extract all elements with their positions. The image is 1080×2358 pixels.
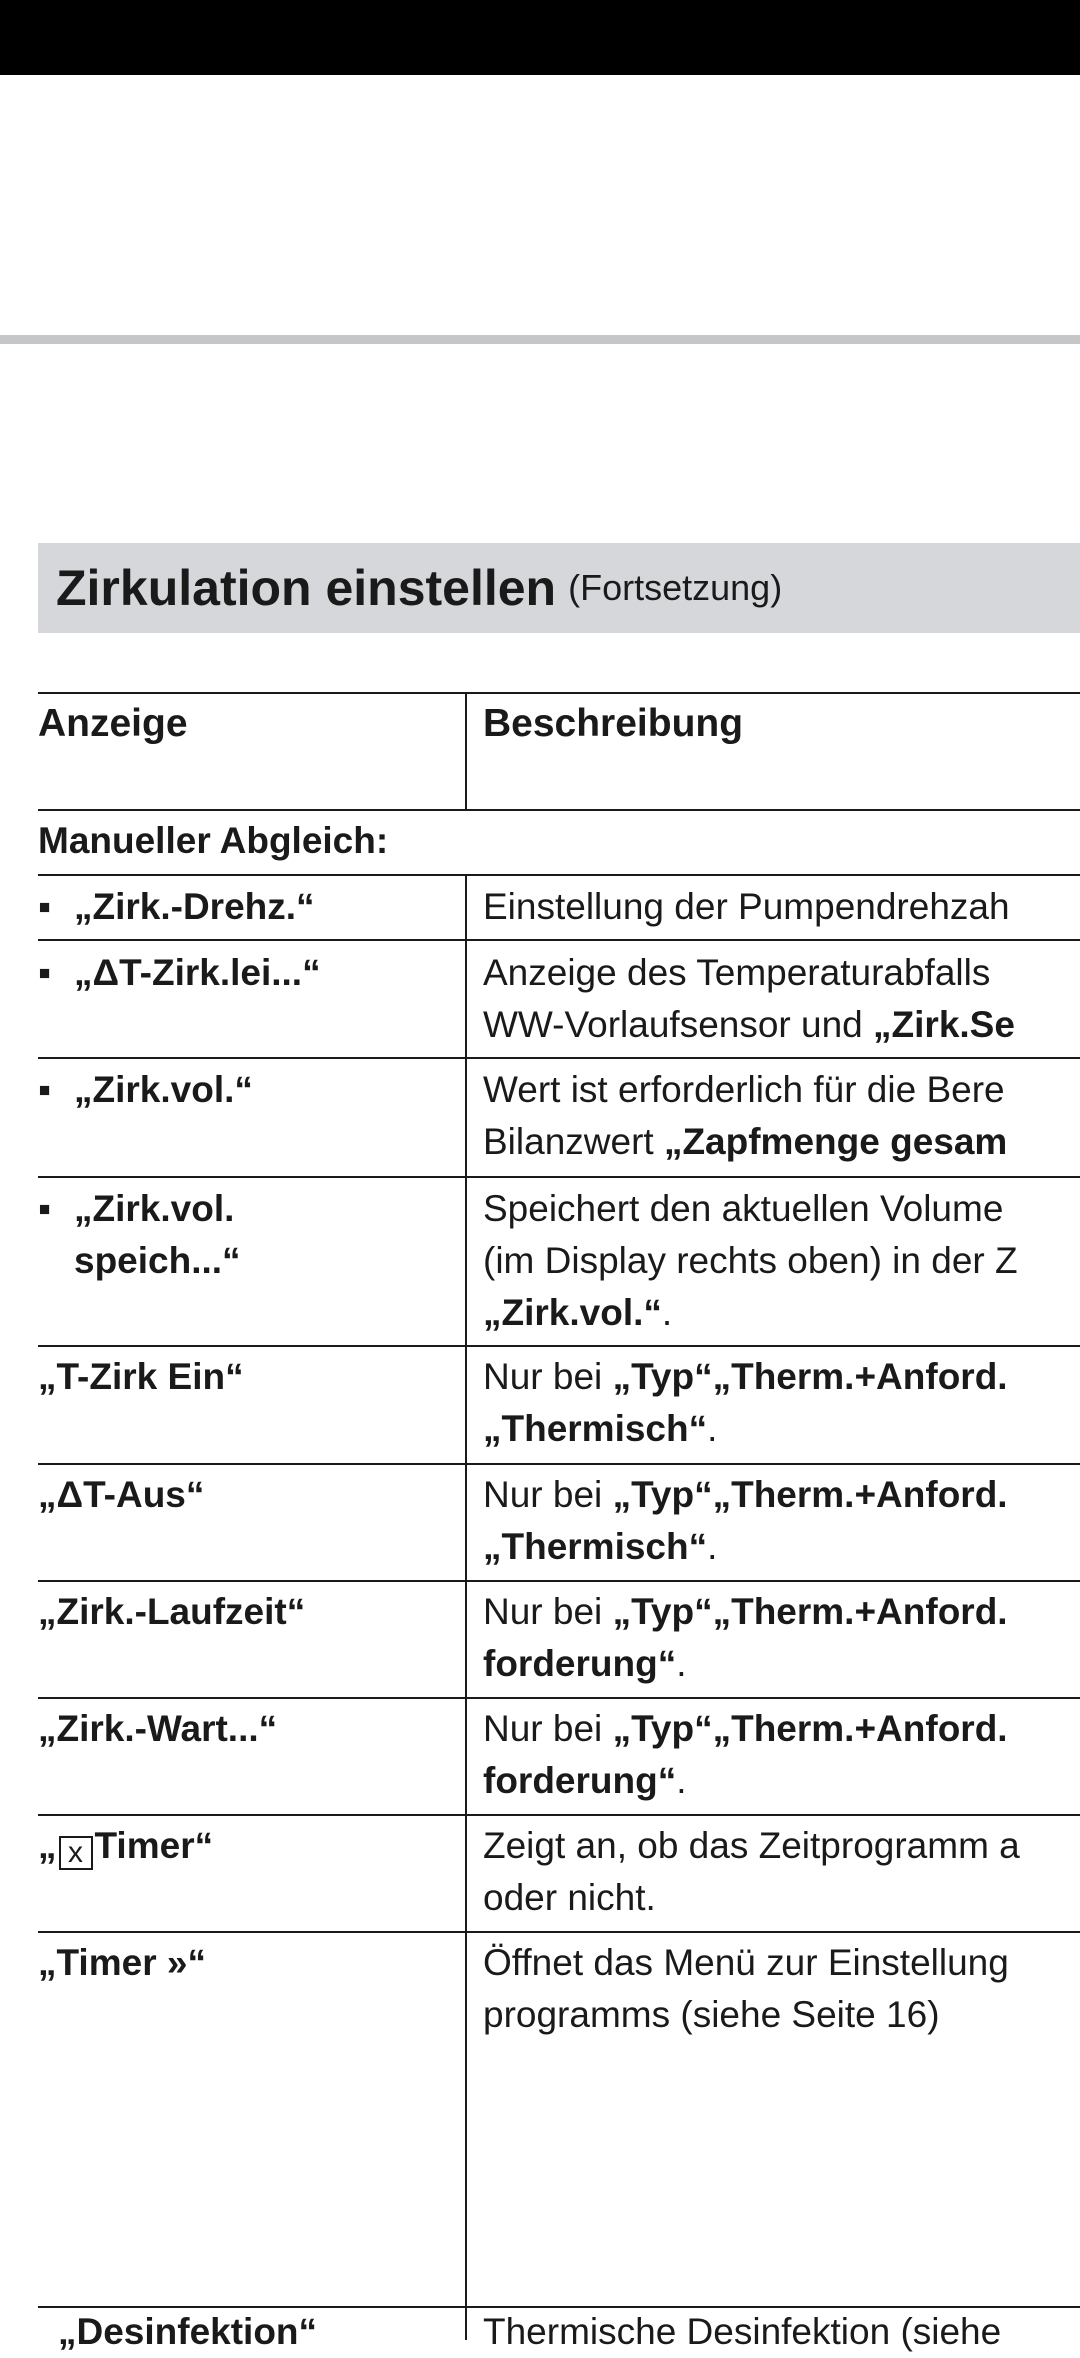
section-label: Manueller Abgleich: [38,815,938,867]
section-subtitle: (Fortsetzung) [568,567,782,609]
bullet: ▪ [38,947,70,999]
row-description: „Thermisch“. [483,1403,1080,1455]
row-description: Wert ist erforderlich für die Bere [483,1064,1080,1116]
row-description: Nur bei „Typ“„Therm.+Anford. [483,1469,1080,1521]
row-description: Nur bei „Typ“„Therm.+Anford. [483,1586,1080,1638]
row-label: „Zirk.-Wart...“ [38,1703,458,1755]
table-rule [38,809,1080,811]
table-rule [38,1176,1080,1178]
row-label: „ x Timer“ [38,1820,458,1872]
bullet: ▪ [38,1064,70,1116]
row-label: „Zirk.vol. [74,1183,458,1235]
row-description: (im Display rechts oben) in der Z [483,1235,1080,1287]
bullet: ▪ [38,881,70,933]
table-rule [38,1057,1080,1059]
row-label: „ΔT-Zirk.lei...“ [74,947,458,999]
row-description: Anzeige des Temperaturabfalls [483,947,1080,999]
row-description: forderung“. [483,1638,1080,1690]
header-rule [0,335,1080,344]
row-description: „Thermisch“. [483,1521,1080,1573]
row-description: Öffnet das Menü zur Einstellung [483,1937,1080,1989]
column-divider [465,874,467,2340]
column-divider [465,692,467,809]
row-description: Zeigt an, ob das Zeitprogramm a [483,1820,1080,1872]
row-label: „ΔT-Aus“ [38,1469,458,1521]
row-label: „Desinfektion“ [58,2306,478,2358]
row-description: Einstellung der Pumpendrehzah [483,881,1080,933]
table-rule [38,1345,1080,1347]
table-rule [38,1580,1080,1582]
row-label: „Timer »“ [38,1937,458,1989]
column-header-display: Anzeige [38,698,458,750]
section-banner [38,543,1080,633]
table-rule [38,939,1080,941]
row-description: oder nicht. [483,1872,1080,1924]
table-rule [38,1697,1080,1699]
row-description: Speichert den aktuellen Volume [483,1183,1080,1235]
table-rule [38,1814,1080,1816]
row-description: Thermische Desinfektion (siehe [483,2306,1080,2358]
row-description: programms (siehe Seite 16) [483,1989,1080,2041]
row-label: speich...“ [74,1235,458,1287]
bullet: ▪ [38,1183,70,1235]
table-rule [38,874,1080,876]
row-description: „Zirk.vol.“. [483,1287,1080,1339]
section-title: Zirkulation einstellen [56,559,556,617]
row-label: „Zirk.-Drehz.“ [74,881,458,933]
table-rule [38,1463,1080,1465]
row-label: „Zirk.vol.“ [74,1064,458,1116]
table-rule [38,1931,1080,1933]
row-label: „T-Zirk Ein“ [38,1351,458,1403]
column-header-description: Beschreibung [483,698,1080,750]
row-description: Bilanzwert „Zapfmenge gesam [483,1116,1080,1168]
top-black-bar [0,0,1080,75]
checkbox-x-icon: x [59,1836,93,1870]
row-label: „Zirk.-Laufzeit“ [38,1586,458,1638]
row-description: WW-Vorlaufsensor und „Zirk.Se [483,999,1080,1051]
row-description: Nur bei „Typ“„Therm.+Anford. [483,1351,1080,1403]
table-rule [38,692,1080,694]
row-description: Nur bei „Typ“„Therm.+Anford. [483,1703,1080,1755]
row-description: forderung“. [483,1755,1080,1807]
